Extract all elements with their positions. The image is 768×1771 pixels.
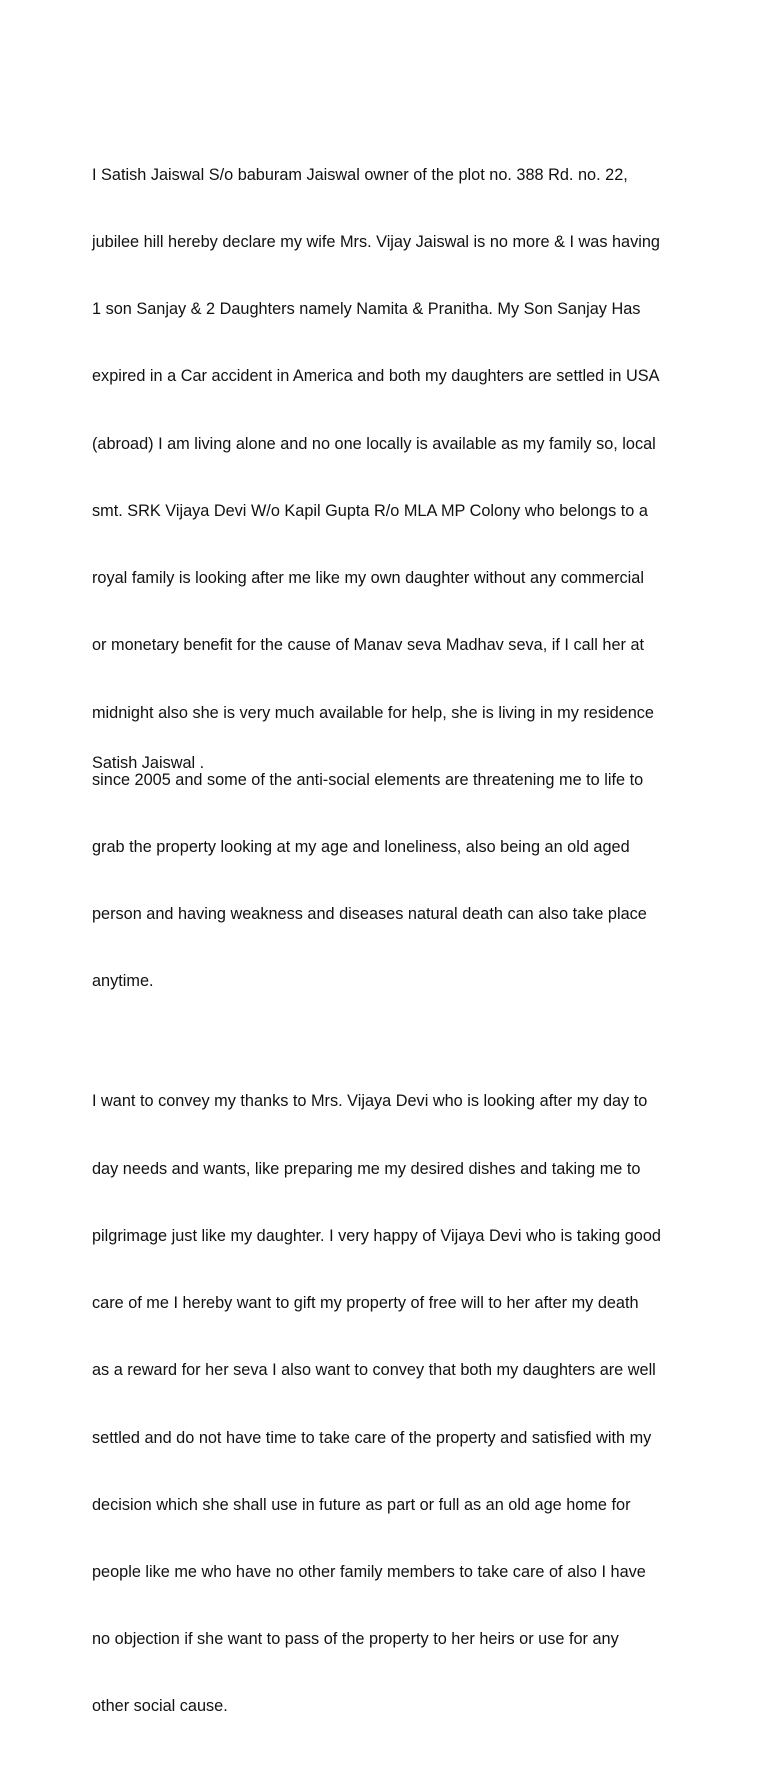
paragraph-line: as a reward for her seva I also want to convey that both my daughters are well xyxy=(92,1361,656,1380)
paragraph-line: since 2005 and some of the anti-social elements are threatening me to life to xyxy=(92,770,644,789)
paragraph-line: I Satish Jaiswal S/o baburam Jaiswal owner of the plot no. 388 Rd. no. 22, xyxy=(92,165,628,184)
document-body xyxy=(92,119,680,1771)
paragraph-line: expired in a Car accident in America and both my daughters are settled in USA xyxy=(92,367,660,386)
paragraph-gift-intent xyxy=(92,1046,680,1763)
paragraph-line: grab the property looking at my age and loneliness, also being an old aged xyxy=(92,838,630,856)
paragraph-line: 1 son Sanjay & 2 Daughters namely Namita & Pranitha. My Son Sanjay Has xyxy=(92,300,641,319)
paragraph-line: no objection if she want to pass of the property to her heirs or use for any xyxy=(92,1630,619,1649)
paragraph-line: pilgrimage just like my daughter. I very happy of Vijaya Devi who is taking good xyxy=(92,1226,661,1245)
paragraph-line: decision which she shall use in future as part or full as an old age home for xyxy=(92,1495,631,1514)
paragraph-line: settled and do not have time to take care of the property and satisfied with my xyxy=(92,1428,652,1447)
paragraph-line: smt. SRK Vijaya Devi W/o Kapil Gupta R/o MLA MP Colony who belongs to a xyxy=(92,501,648,520)
paragraph-line: person and having weakness and diseases natural death can also take place xyxy=(92,905,647,924)
paragraph-line: other social cause. xyxy=(92,1697,228,1716)
paragraph-line: day needs and wants, like preparing me my desired dishes and taking me to xyxy=(92,1159,641,1178)
paragraph-line: midnight also she is very much available for help, she is living in my residence xyxy=(92,703,654,722)
paragraph-line: or monetary benefit for the cause of Manav seva Madhav seva, if I call her at xyxy=(92,636,645,655)
paragraph-declaration xyxy=(92,119,680,1038)
paragraph-line: jubilee hill hereby declare my wife Mrs. Vijay Jaiswal is no more & I was having xyxy=(92,233,660,252)
paragraph-line: I want to convey my thanks to Mrs. Vijaya Devi who is looking after my day to xyxy=(92,1092,648,1111)
paragraph-line: anytime. xyxy=(92,972,154,991)
paragraph-line: care of me I hereby want to gift my property of free will to her after my death xyxy=(92,1294,639,1313)
paragraph-line: people like me who have no other family members to take care of also I have xyxy=(92,1563,646,1581)
paragraph-line: (abroad) I am living alone and no one locally is available as my family so, local xyxy=(92,434,656,453)
signature-line: Satish Jaiswal . xyxy=(92,754,205,772)
paragraph-line: royal family is looking after me like my own daughter without any commercial xyxy=(92,569,644,588)
